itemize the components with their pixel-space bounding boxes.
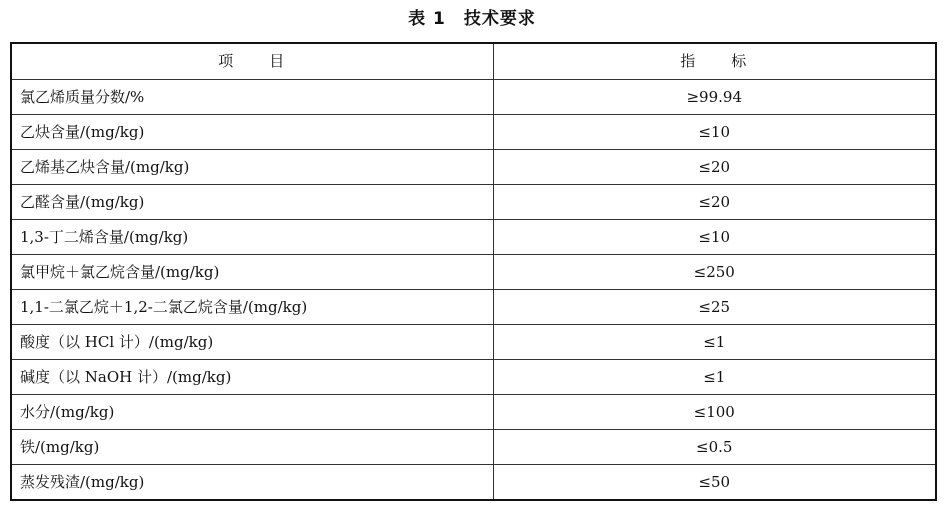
row-item: 氯甲烷＋氯乙烷含量/(mg/kg) <box>11 255 493 290</box>
table-row <box>11 185 936 220</box>
row-item: 1,1-二氯乙烷＋1,2-二氯乙烷含量/(mg/kg) <box>11 290 493 325</box>
row-value: ≤250 <box>493 255 936 290</box>
row-value: ≤1 <box>493 325 936 360</box>
row-value: ≤20 <box>493 150 936 185</box>
table-row <box>11 220 936 255</box>
technical-requirements-table <box>10 42 937 501</box>
row-value: ≤0.5 <box>493 430 936 465</box>
table-row <box>11 115 936 150</box>
row-value: ≤10 <box>493 115 936 150</box>
table-row <box>11 360 936 395</box>
row-item: 氯乙烯质量分数/% <box>11 80 493 115</box>
row-item: 乙炔含量/(mg/kg) <box>11 115 493 150</box>
row-item: 铁/(mg/kg) <box>11 430 493 465</box>
row-item: 水分/(mg/kg) <box>11 395 493 430</box>
table-row <box>11 150 936 185</box>
row-value: ≥99.94 <box>493 80 936 115</box>
row-item: 蒸发残渣/(mg/kg) <box>11 465 493 501</box>
row-item: 碱度（以 NaOH 计）/(mg/kg) <box>11 360 493 395</box>
row-item: 乙烯基乙炔含量/(mg/kg) <box>11 150 493 185</box>
row-value: ≤50 <box>493 465 936 501</box>
row-item: 1,3-丁二烯含量/(mg/kg) <box>11 220 493 255</box>
table-row <box>11 430 936 465</box>
table-row <box>11 325 936 360</box>
table-row <box>11 395 936 430</box>
row-value: ≤25 <box>493 290 936 325</box>
row-value: ≤20 <box>493 185 936 220</box>
table-row <box>11 255 936 290</box>
table-caption: 表 1 技术要求 <box>408 9 536 29</box>
table-row <box>11 80 936 115</box>
table-header-row <box>11 43 936 80</box>
table-row <box>11 465 936 501</box>
table-row <box>11 290 936 325</box>
row-value: ≤1 <box>493 360 936 395</box>
row-value: ≤100 <box>493 395 936 430</box>
header-value: 指 标 <box>493 43 936 80</box>
row-item: 乙醛含量/(mg/kg) <box>11 185 493 220</box>
row-value: ≤10 <box>493 220 936 255</box>
row-item: 酸度（以 HCl 计）/(mg/kg) <box>11 325 493 360</box>
header-item: 项 目 <box>11 43 493 80</box>
